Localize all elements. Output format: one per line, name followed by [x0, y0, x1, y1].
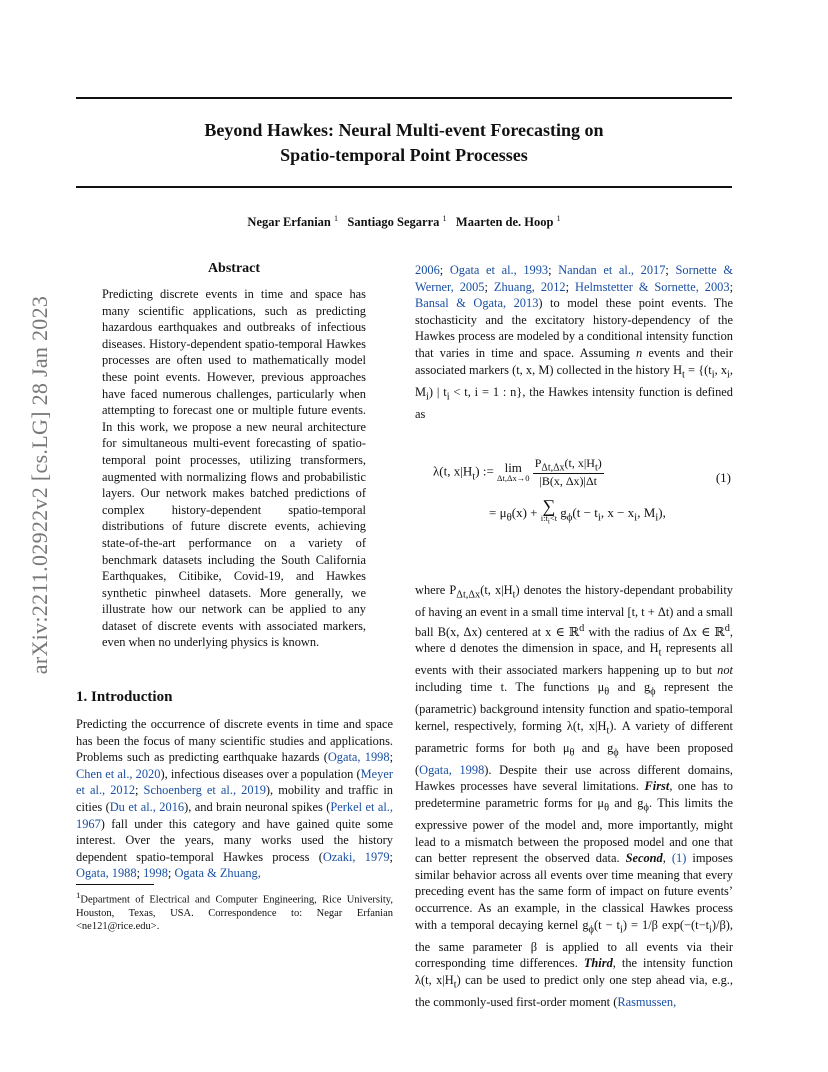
title-line-1: Beyond Hawkes: Neural Multi-event Forecasting on: [204, 120, 604, 140]
citation-link[interactable]: 1998: [143, 866, 168, 881]
author-name: Santiago Segarra: [347, 215, 440, 230]
abstract-text: Predicting discrete events in time and space has many scientific applications, such as predicting hazardous earthquakes and outbreaks of infectious diseases. History-dependent spatio-temporal Hawkes processes are often used to mathematically model these point events. However, previous approaches have faced numerous challenges, particularly when attempting to forecast one or multiple future events. In this work, we propose a new neural architecture for simultaneous multi-event forecasting of spatio-temporal point processes, utilizing transformers, augmented with normalizing flows and probabilistic layers. Our network makes batched predictions of complex history-dependent spatio-temporal distributions of future discrete events, achieving state-of-the-art performance on a variety of benchmark datasets including the South California Earthquakes, Citibike, Covid-19, and Hawkes synthetic pinwheel datasets. More generally, we illustrate how our network can be applied to any dataset of discrete events with associated markers, even when no underlying physics is known.: [102, 287, 366, 650]
right-column-paragraph: where $P_{\Delta t,\Delta x}(t$, $x|H_t$) denotes the history-dependant probability of having an event in a small time interval [t, t + Δt) and a small ball B(x, Δx) centered at x ∈ ℝ$^d$ with the radius of Δx ∈ ℝ$^d$, where d denotes the dimension in space, and $H_t$ represents all events with their associated markers happening up to but not including time t. The functions $\mu_\theta$ and $g_\phi$ represent the (parametric) background intensity function and spatio-temporal kernel, respectively, forming λ(t, $x|H_t$). A variety of different parametric forms for both $\mu_\theta$ and $g_\phi$ have been proposed (Ogata, 1998). Despite their use across different domains, Hawkes processes have several limitations. First, one has to predetermine parametric forms for $\mu_\theta$ and $g_\phi$. This limits the expressive power of the model and, more importantly, might lead to a mismatch between the proposed model and one that can better represent the observed data. Second, (1) imposes similar behavior across all events over time meaning that every preceding event has the same form of impact on future events’ occurrence. As an example, in the classical Hawkes process with a temporal decaying kernel $g_\phi(t - t_i) = 1/\beta$ $\exp(-(t-t_i)/\beta)$, the same parameter β is applied to all events via their corresponding time differences. Third, the intensity function λ(t, $x|H_t$) can be used to predict only one step ahead via, e.g., the commonly-used first-order moment (Rasmussen,: [415, 583, 734, 1009]
citation-link[interactable]: Helmstetter & Sornette, 2003: [575, 279, 730, 294]
citation-link[interactable]: Ogata, 1998: [419, 762, 485, 777]
section-heading: 1. Introduction: [76, 689, 173, 705]
fraction: $\frac{P_{\Delta t,\Delta x}(t, x|H_t)}{|B(x, \Delta x)|\Delta t}$: [534, 456, 602, 489]
citation-link[interactable]: Ogata, 1998: [327, 750, 390, 765]
intro-paragraph: Predicting the occurrence of discrete events in time and space has been the focus of many scientific studies and applications. Problems such as predicting earthquake hazards (Ogata, 1998; Chen et al., 2020), infectious diseases over a population (Meyer et al., 2012; Schoenberg et al., 2019), mobility and traffic in cities (Du et al., 2016), and brain neuronal spikes (Perkel et al., 1967) fall under this category and have gained quite some interest. Over the years, many works used the history dependent spatio-temporal Hawkes process (Ozaki, 1979; Ogata, 1988; 1998; Ogata & Zhuang,: [76, 717, 394, 881]
equation-line-2: = $\mu_\theta(x)$ + ∑ $i:t_i<t$ $g_\phi(t - t_i$, $x - x_i$, $M_i$),: [489, 496, 666, 526]
affiliation-mark: 1: [442, 214, 447, 223]
citation-link[interactable]: Meyer et al., 2012: [76, 766, 393, 798]
citation-link[interactable]: Ozaki, 1979: [322, 849, 390, 864]
citation-link[interactable]: 2006: [415, 263, 440, 277]
citation-link[interactable]: Schoenberg et al., 2019: [143, 783, 266, 798]
citation-link[interactable]: Zhuang, 2012: [493, 279, 566, 294]
citation-link[interactable]: Bansal & Ogata, 2013: [415, 296, 539, 311]
arxiv-sidebar: [20, 200, 60, 770]
footnote-rule: [76, 884, 154, 885]
citation-link[interactable]: Ogata & Zhuang,: [174, 866, 261, 881]
author-name: Negar Erfanian: [247, 215, 331, 230]
citation-link[interactable]: Nandan et al., 2017: [558, 263, 666, 277]
equation-line-1: λ(t, $x|H_t$) := lim Δt,Δx→0 $\frac{P_{\Delta t,\Delta x}(t, x|H_t)}{|B(x, \Delta x)|\Delta t}$ (1): [433, 456, 731, 489]
title-rule-bottom: [76, 186, 732, 188]
summation-operator: ∑ $i:t_i<t$: [540, 496, 557, 526]
paper-title: [76, 118, 732, 168]
citation-link[interactable]: Chen et al., 2020: [76, 766, 161, 781]
citation-link[interactable]: Ogata, 1988: [76, 866, 137, 881]
limit-operator: lim Δt,Δx→0: [497, 459, 530, 483]
author-name: Maarten de. Hoop: [455, 215, 554, 230]
footnote: $^1$Department of Electrical and Computer Engineering, Rice University, Houston, Texas, USA. Correspondence to: Negar Erfanian <ne121@rice.edu>.: [76, 890, 393, 933]
citation-link[interactable]: Du et al., 2016: [109, 799, 185, 814]
affiliation-mark: 1: [334, 214, 338, 223]
abstract-heading: Abstract: [207, 261, 261, 276]
title-line-2: Spatio-temporal Point Processes: [280, 145, 528, 165]
author-list: [76, 214, 732, 230]
citation-link[interactable]: Sornette & Werner, 2005: [415, 263, 734, 294]
arxiv-identifier: arXiv:2211.02922v2 [cs.LG] 28 Jan 2023: [27, 295, 52, 675]
equation-reference-link[interactable]: (1): [671, 851, 687, 866]
citation-link[interactable]: Rasmussen,: [617, 994, 677, 1009]
equation-number: (1): [715, 470, 731, 485]
right-column-paragraph: 2006; Ogata et al., 1993; Nandan et al., 2017; Sornette & Werner, 2005; Zhuang, 2012; Helmstetter & Sornette, 2003; Bansal & Ogata, 2013) to model these point events. The stochasticity and the excitatory history-dependency of the Hawkes process are modeled by a conditional intensity function that varies in time and space. Assuming n events and their associated markers (t, x, M) collected in the history $H_t = \{(t_i$, $x_i$, $M_i$) | $t_i < t$, i = 1 : n}, the Hawkes intensity function is defined as: [415, 263, 734, 421]
citation-link[interactable]: Ogata et al., 1993: [449, 263, 549, 277]
title-rule-top: [76, 97, 732, 99]
citation-link[interactable]: Perkel et al., 1967: [76, 799, 394, 831]
affiliation-mark: 1: [556, 214, 561, 223]
equation-1: [415, 456, 733, 536]
